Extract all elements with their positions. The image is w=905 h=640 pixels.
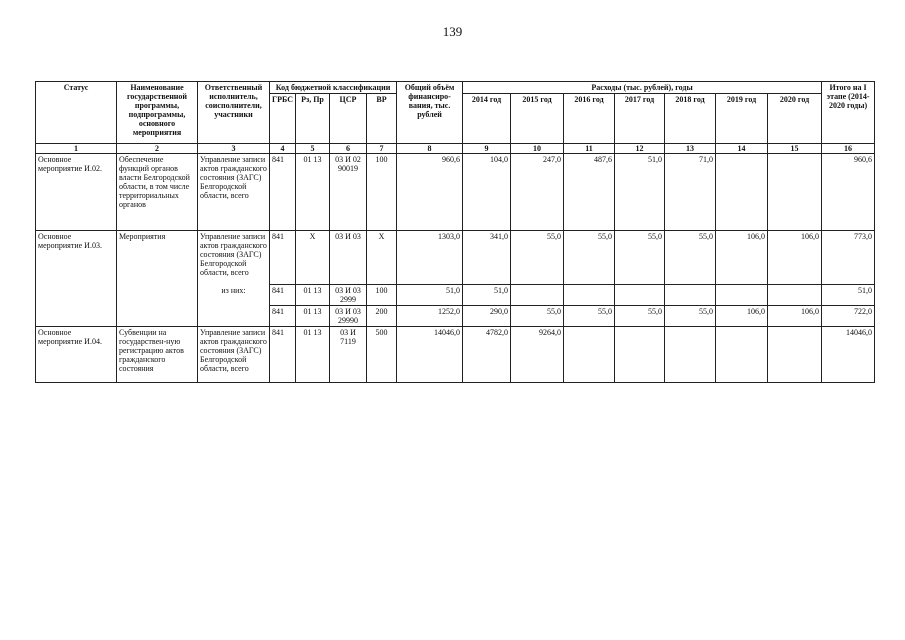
header-name: Наименование государственной программы, подпрограммы, основного мероприятия xyxy=(117,82,198,144)
row-name: Мероприятия xyxy=(117,231,198,327)
row-rzpr: 01 13 xyxy=(296,327,330,383)
header-total-volume: Общий объём финансиро-вания, тыс. рублей xyxy=(397,82,463,144)
row-year-value: 487,6 xyxy=(564,154,615,231)
column-number: 4 xyxy=(270,144,296,154)
column-number: 9 xyxy=(463,144,511,154)
row-year-value xyxy=(768,327,822,383)
row-year-value xyxy=(768,154,822,231)
column-number: 6 xyxy=(330,144,367,154)
header-year: 2015 год xyxy=(511,94,564,144)
row-year-value xyxy=(716,285,768,306)
row-name: Субвенции на государствен-ную регистрацию актов гражданского состояния xyxy=(117,327,198,383)
header-row xyxy=(36,82,875,94)
row-year-value: 106,0 xyxy=(768,306,822,327)
row-year-value: 106,0 xyxy=(716,306,768,327)
row-stage-total: 960,6 xyxy=(822,154,875,231)
row-year-value: 55,0 xyxy=(564,306,615,327)
table-row xyxy=(36,231,875,285)
row-year-value: 55,0 xyxy=(615,231,665,285)
column-number: 13 xyxy=(665,144,716,154)
row-year-value: 55,0 xyxy=(511,306,564,327)
header-csr: ЦСР xyxy=(330,94,367,144)
row-csr: 03 И 02 90019 xyxy=(330,154,367,231)
row-year-value: 9264,0 xyxy=(511,327,564,383)
column-number: 14 xyxy=(716,144,768,154)
header-year: 2019 год xyxy=(716,94,768,144)
row-name: Обеспечение функций органов власти Белгородской области, в том числе территориальных органов xyxy=(117,154,198,231)
page-number: 139 xyxy=(442,24,463,39)
row-year-value xyxy=(615,285,665,306)
row-grbs: 841 xyxy=(270,154,296,231)
column-number: 5 xyxy=(296,144,330,154)
row-responsible: из них: xyxy=(198,285,270,306)
row-year-value: 55,0 xyxy=(665,306,716,327)
header-expenses: Расходы (тыс. рублей), годы xyxy=(463,82,822,94)
column-number: 15 xyxy=(768,144,822,154)
row-year-value: 55,0 xyxy=(615,306,665,327)
row-vr: Х xyxy=(367,231,397,285)
header-grbs: ГРБС xyxy=(270,94,296,144)
column-number: 7 xyxy=(367,144,397,154)
row-year-value xyxy=(564,327,615,383)
row-year-value: 106,0 xyxy=(768,231,822,285)
row-csr: 03 И 7119 xyxy=(330,327,367,383)
row-status: Основное мероприятие И.03. xyxy=(36,231,117,327)
header-budget-code: Код бюджетной классификации xyxy=(270,82,397,94)
row-year-value xyxy=(716,327,768,383)
row-vr: 500 xyxy=(367,327,397,383)
row-year-value: 290,0 xyxy=(463,306,511,327)
row-total: 14046,0 xyxy=(397,327,463,383)
table-row xyxy=(36,154,875,231)
column-number: 10 xyxy=(511,144,564,154)
column-number: 3 xyxy=(198,144,270,154)
row-grbs: 841 xyxy=(270,285,296,306)
row-year-value: 341,0 xyxy=(463,231,511,285)
row-rzpr: 01 13 xyxy=(296,285,330,306)
header-year: 2020 год xyxy=(768,94,822,144)
row-responsible xyxy=(198,306,270,327)
row-year-value: 104,0 xyxy=(463,154,511,231)
header-responsible: Ответственный исполнитель, соисполнители, участники xyxy=(198,82,270,144)
row-year-value xyxy=(716,154,768,231)
row-status: Основное мероприятие И.02. xyxy=(36,154,117,231)
row-responsible: Управление записи актов гражданского состояния (ЗАГС) Белгородской области, всего xyxy=(198,154,270,231)
row-year-value: 4782,0 xyxy=(463,327,511,383)
header-vr: ВР xyxy=(367,94,397,144)
row-year-value xyxy=(665,327,716,383)
row-stage-total: 14046,0 xyxy=(822,327,875,383)
row-rzpr: Х xyxy=(296,231,330,285)
row-total: 51,0 xyxy=(397,285,463,306)
row-grbs: 841 xyxy=(270,231,296,285)
header-year: 2016 год xyxy=(564,94,615,144)
row-year-value xyxy=(615,327,665,383)
header-stage-total: Итого на I этапе (2014-2020 годы) xyxy=(822,82,875,144)
header-rzpr: Рз, Пр xyxy=(296,94,330,144)
column-number: 16 xyxy=(822,144,875,154)
table-row xyxy=(36,327,875,383)
row-stage-total: 51,0 xyxy=(822,285,875,306)
column-number: 8 xyxy=(397,144,463,154)
column-number-row xyxy=(36,144,875,154)
row-grbs: 841 xyxy=(270,327,296,383)
row-year-value: 51,0 xyxy=(463,285,511,306)
row-year-value xyxy=(511,285,564,306)
row-csr: 03 И 03 2999 xyxy=(330,285,367,306)
row-year-value xyxy=(564,285,615,306)
row-year-value: 55,0 xyxy=(511,231,564,285)
row-rzpr: 01 13 xyxy=(296,306,330,327)
row-total: 1252,0 xyxy=(397,306,463,327)
row-year-value xyxy=(768,285,822,306)
row-vr: 200 xyxy=(367,306,397,327)
budget-table xyxy=(35,81,875,383)
column-number: 2 xyxy=(117,144,198,154)
row-year-value: 55,0 xyxy=(564,231,615,285)
row-csr: 03 И 03 29990 xyxy=(330,306,367,327)
column-number: 1 xyxy=(36,144,117,154)
row-year-value xyxy=(665,285,716,306)
row-grbs: 841 xyxy=(270,306,296,327)
column-number: 12 xyxy=(615,144,665,154)
row-responsible: Управление записи актов гражданского состояния (ЗАГС) Белгородской области, всего xyxy=(198,327,270,383)
row-stage-total: 773,0 xyxy=(822,231,875,285)
row-responsible: Управление записи актов гражданского состояния (ЗАГС) Белгородской области, всего xyxy=(198,231,270,285)
header-year: 2017 год xyxy=(615,94,665,144)
row-year-value: 247,0 xyxy=(511,154,564,231)
header-status: Статус xyxy=(36,82,117,144)
row-year-value: 71,0 xyxy=(665,154,716,231)
header-year: 2018 год xyxy=(665,94,716,144)
row-rzpr: 01 13 xyxy=(296,154,330,231)
row-year-value: 106,0 xyxy=(716,231,768,285)
row-total: 1303,0 xyxy=(397,231,463,285)
row-year-value: 51,0 xyxy=(615,154,665,231)
row-total: 960,6 xyxy=(397,154,463,231)
header-year: 2014 год xyxy=(463,94,511,144)
column-number: 11 xyxy=(564,144,615,154)
row-year-value: 55,0 xyxy=(665,231,716,285)
row-stage-total: 722,0 xyxy=(822,306,875,327)
row-csr: 03 И 03 xyxy=(330,231,367,285)
row-vr: 100 xyxy=(367,154,397,231)
row-status: Основное мероприятие И.04. xyxy=(36,327,117,383)
row-vr: 100 xyxy=(367,285,397,306)
